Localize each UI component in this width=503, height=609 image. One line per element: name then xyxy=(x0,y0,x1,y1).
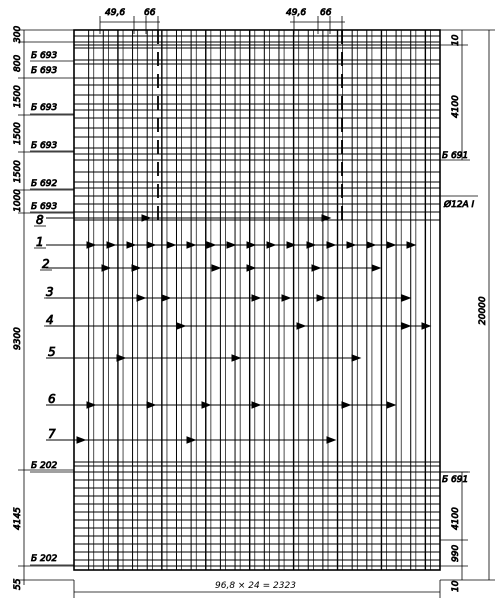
right-dimensions xyxy=(440,30,495,592)
left-dim-1500-b: 1500 xyxy=(13,122,23,145)
arrow-head xyxy=(372,265,380,271)
left-dim-55: 55 xyxy=(13,578,23,590)
left-dim-800: 800 xyxy=(13,54,23,72)
arrow-head xyxy=(402,295,410,301)
label-b693-1: Б 693 xyxy=(31,51,58,61)
right-dim-990: 990 xyxy=(451,544,461,562)
arrow-head xyxy=(387,242,395,248)
arrow-head xyxy=(102,265,110,271)
arrow-head xyxy=(297,323,305,329)
right-dim-4100-top: 4100 xyxy=(451,95,461,118)
wire-number-6: 6 xyxy=(48,392,56,406)
wire-number-8: 8 xyxy=(36,213,44,227)
arrow-head xyxy=(132,265,140,271)
arrow-head xyxy=(107,242,115,248)
label-b691-top: Б 691 xyxy=(442,151,469,161)
right-dim-10-bottom: 10 xyxy=(451,580,461,592)
label-b202-1: Б 202 xyxy=(31,461,58,471)
arrow-head xyxy=(162,295,170,301)
bottom-dim-text: 96,8 × 24 = 2323 xyxy=(215,581,296,591)
label-b693-2: Б 693 xyxy=(31,66,58,76)
top-dim-1: 49,6 xyxy=(105,8,126,18)
arrow-head xyxy=(227,242,235,248)
wire-row-numbers xyxy=(34,213,58,441)
arrow-head xyxy=(177,323,185,329)
label-b202-2: Б 202 xyxy=(31,554,58,564)
right-dim-10-top: 10 xyxy=(451,34,461,46)
left-dim-4145: 4145 xyxy=(13,507,23,530)
arrow-head xyxy=(232,355,240,361)
label-rebar-12: Ø12А I xyxy=(444,200,475,210)
wire-number-2: 2 xyxy=(42,257,50,271)
label-b692: Б 692 xyxy=(31,179,58,189)
arrow-head xyxy=(317,295,325,301)
top-dim-2: 66 xyxy=(144,8,156,18)
arrow-head xyxy=(327,242,335,248)
wire-number-7: 7 xyxy=(48,427,56,441)
mesh-grid xyxy=(74,30,440,570)
bottom-dimension xyxy=(74,580,440,598)
arrow-head xyxy=(347,242,355,248)
label-b693-4: Б 693 xyxy=(31,141,58,151)
arrow-head xyxy=(312,265,320,271)
arrow-head xyxy=(117,355,125,361)
arrow-head xyxy=(367,242,375,248)
top-dim-4: 66 xyxy=(320,8,332,18)
label-b693-5: Б 693 xyxy=(31,202,58,212)
arrow-head xyxy=(252,402,260,408)
arrow-head xyxy=(252,295,260,301)
left-dim-1500-c: 1500 xyxy=(13,160,23,183)
label-b691-bottom: Б 691 xyxy=(442,475,469,485)
left-dim-1500-a: 1500 xyxy=(13,85,23,108)
right-bar-labels xyxy=(440,151,478,485)
wire-number-3: 3 xyxy=(46,285,54,299)
wire-number-5: 5 xyxy=(48,345,56,359)
left-bar-labels xyxy=(30,51,74,565)
right-dim-20000: 20000 xyxy=(478,296,488,325)
arrow-head xyxy=(352,355,360,361)
arrow-head xyxy=(147,402,155,408)
arrow-head xyxy=(387,402,395,408)
arrow-head xyxy=(167,242,175,248)
wire-number-4: 4 xyxy=(46,313,54,327)
arrow-head xyxy=(342,402,350,408)
right-dim-4100-bottom: 4100 xyxy=(451,507,461,530)
arrow-head xyxy=(282,295,290,301)
wire-number-1: 1 xyxy=(36,235,44,249)
arrow-head xyxy=(127,242,135,248)
left-dim-9300: 9300 xyxy=(13,327,23,350)
left-dim-300: 300 xyxy=(13,25,23,43)
arrow-head xyxy=(267,242,275,248)
arrow-head xyxy=(327,437,335,443)
arrow-head xyxy=(147,242,155,248)
arrow-head xyxy=(137,295,145,301)
top-dim-3: 49,6 xyxy=(286,8,307,18)
arrow-head xyxy=(247,265,255,271)
left-dim-1000: 1000 xyxy=(13,189,23,212)
arrow-head xyxy=(77,437,85,443)
arrow-head xyxy=(402,323,410,329)
mesh-outline xyxy=(74,30,440,570)
transverse-bars xyxy=(74,36,440,566)
label-b693-3: Б 693 xyxy=(31,103,58,113)
arrow-head xyxy=(212,265,220,271)
arrow-head xyxy=(247,242,255,248)
arrow-head xyxy=(307,242,315,248)
